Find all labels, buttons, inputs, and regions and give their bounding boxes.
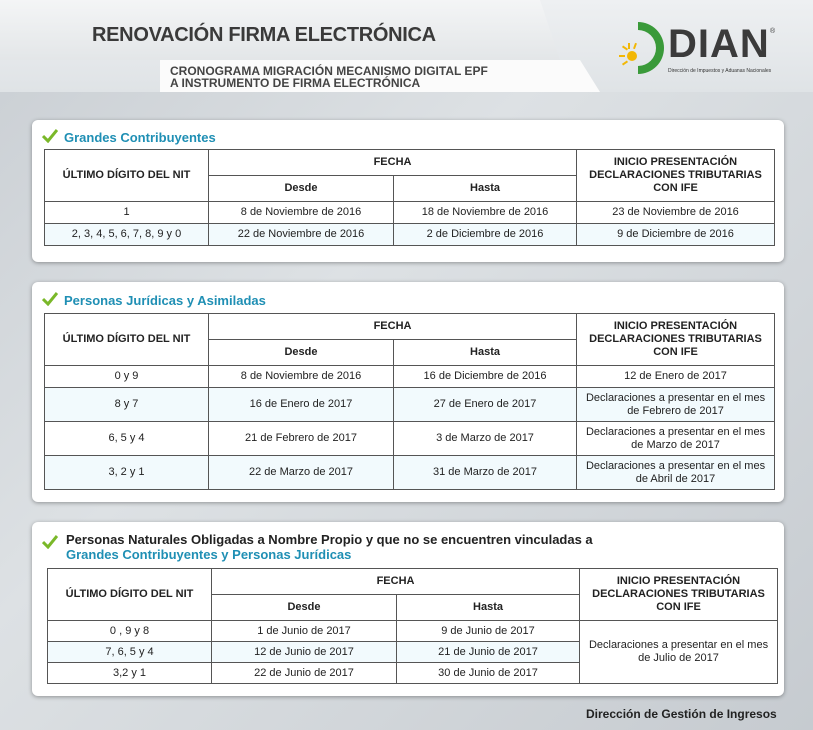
table-row [45,366,775,388]
logo-subtitle: Dirección de Impuestos y Aduanas Nacionales [668,68,772,74]
header-desde: Desde [209,340,394,366]
cell-inicio: Declaraciones a presentar en el mes de Abril de 2017 [577,456,775,490]
table-row [45,224,775,246]
cell-digit: 6, 5 y 4 [45,422,209,456]
cell-digit: 8 y 7 [45,388,209,422]
section-title-line-1: Personas Naturales Obligadas a Nombre Propio y que no se encuentren vinculadas a [66,532,593,547]
header-hasta: Hasta [397,595,580,621]
cell-hasta: 31 de Marzo de 2017 [394,456,577,490]
cell-desde: 8 de Noviembre de 2016 [209,202,394,224]
cell-desde: 16 de Enero de 2017 [209,388,394,422]
cell-inicio: 12 de Enero de 2017 [577,366,775,388]
cell-digit: 1 [45,202,209,224]
section-title: Grandes Contribuyentes [64,130,216,145]
cell-inicio: 23 de Noviembre de 2016 [577,202,775,224]
cell-digit: 0 y 9 [45,366,209,388]
logo-text: DIAN [668,22,770,66]
check-icon [42,129,58,143]
cell-hasta: 27 de Enero de 2017 [394,388,577,422]
subtitle-line-2: A INSTRUMENTO DE FIRMA ELECTRÓNICA [170,76,421,90]
header-fecha: FECHA [209,150,577,176]
cell-inicio: Declaraciones a presentar en el mes de Marzo de 2017 [577,422,775,456]
table-row [45,422,775,456]
header-hasta: Hasta [394,176,577,202]
header-digit: ÚLTIMO DÍGITO DEL NIT [48,569,212,621]
cell-hasta: 21 de Junio de 2017 [397,642,580,663]
schedule-table [47,568,778,684]
logo-registered-mark: ® [770,28,776,35]
page-subtitle [170,65,488,89]
cell-inicio: Declaraciones a presentar en el mes de Febrero de 2017 [577,388,775,422]
header-inicio: INICIO PRESENTACIÓN DECLARACIONES TRIBUTARIAS CON IFE [577,150,775,202]
header-fecha: FECHA [209,314,577,340]
page-title: RENOVACIÓN FIRMA ELECTRÓNICA [92,24,436,46]
cell-hasta: 3 de Marzo de 2017 [394,422,577,456]
footer-text: Dirección de Gestión de Ingresos [586,707,777,721]
cell-hasta: 18 de Noviembre de 2016 [394,202,577,224]
cell-hasta: 2 de Diciembre de 2016 [394,224,577,246]
cell-inicio: Declaraciones a presentar en el mes de Julio de 2017 [580,621,778,684]
header-fecha: FECHA [212,569,580,595]
cell-desde: 12 de Junio de 2017 [212,642,397,663]
schedule-table [44,149,775,246]
header-digit: ÚLTIMO DÍGITO DEL NIT [45,150,209,202]
cell-desde: 1 de Junio de 2017 [212,621,397,642]
header-desde: Desde [209,176,394,202]
cell-desde: 22 de Junio de 2017 [212,663,397,684]
section-title-line-2: Grandes Contribuyentes y Personas Jurídicas [66,547,352,562]
cell-digit: 7, 6, 5 y 4 [48,642,212,663]
cell-digit: 0 , 9 y 8 [48,621,212,642]
check-icon [42,292,58,306]
cell-hasta: 30 de Junio de 2017 [397,663,580,684]
subtitle-line-1: CRONOGRAMA MIGRACIÓN MECANISMO DIGITAL EPF [170,64,488,78]
table-row [45,456,775,490]
table-row [45,202,775,224]
check-icon [42,535,58,549]
header-inicio: INICIO PRESENTACIÓN DECLARACIONES TRIBUTARIAS CON IFE [577,314,775,366]
cell-hasta: 16 de Diciembre de 2016 [394,366,577,388]
header-digit: ÚLTIMO DÍGITO DEL NIT [45,314,209,366]
table-row [48,621,778,642]
cell-inicio: 9 de Diciembre de 2016 [577,224,775,246]
header-hasta: Hasta [394,340,577,366]
header-desde: Desde [212,595,397,621]
cell-digit: 3,2 y 1 [48,663,212,684]
section-title: Personas Jurídicas y Asimiladas [64,293,266,308]
header-inicio: INICIO PRESENTACIÓN DECLARACIONES TRIBUTARIAS CON IFE [580,569,778,621]
cell-digit: 2, 3, 4, 5, 6, 7, 8, 9 y 0 [45,224,209,246]
cell-desde: 8 de Noviembre de 2016 [209,366,394,388]
cell-desde: 21 de Febrero de 2017 [209,422,394,456]
schedule-table [44,313,775,490]
table-row [45,388,775,422]
cell-digit: 3, 2 y 1 [45,456,209,490]
cell-hasta: 9 de Junio de 2017 [397,621,580,642]
cell-desde: 22 de Marzo de 2017 [209,456,394,490]
cell-desde: 22 de Noviembre de 2016 [209,224,394,246]
